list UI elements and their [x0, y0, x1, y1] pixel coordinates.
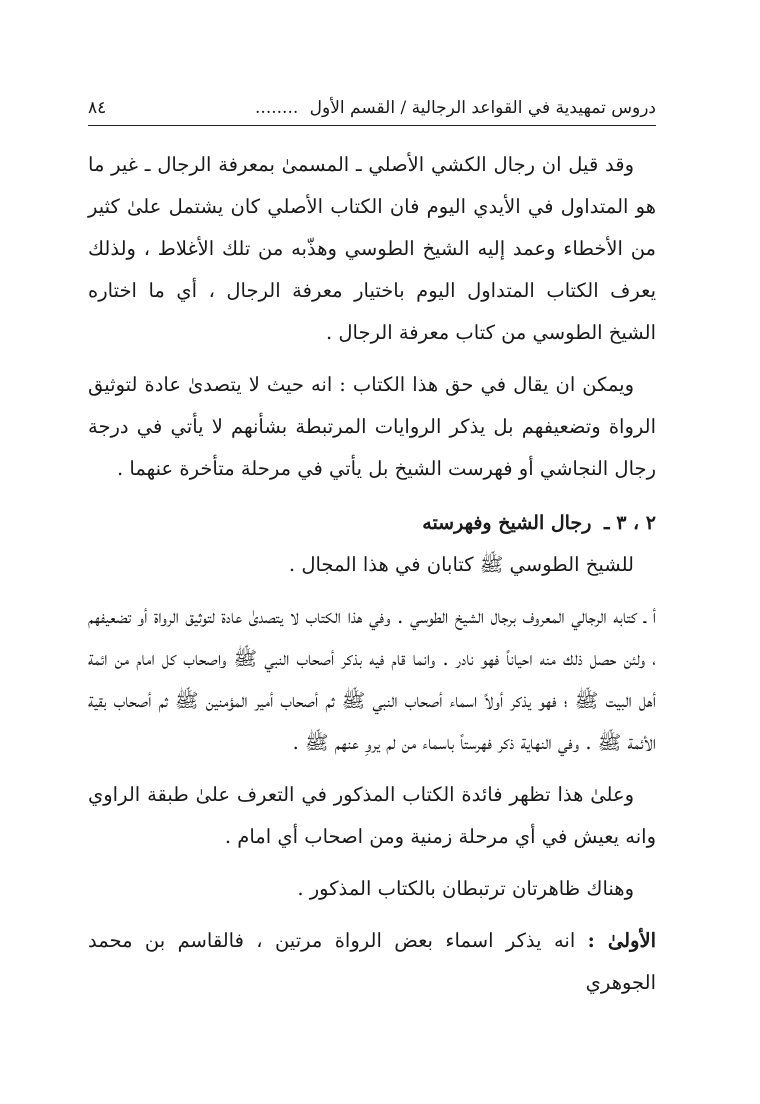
page-header: [88, 98, 656, 126]
page-body: [88, 144, 656, 1004]
section-heading: [88, 502, 656, 544]
paragraph-benefit: وعلىٰ هذا تظهر فائدة الكتاب المذكور في التعرف علىٰ طبقة الراوي وانه يعيش في أي مرحلة زمنية ومن اصحاب أي امام .: [88, 783, 656, 848]
running-title: دروس تمهيدية في القواعد الرجالية / القسم الأول: [309, 98, 656, 118]
paragraph-two-phenomena: وهناك ظاهرتان ترتبطان بالكتاب المذكور .: [297, 877, 634, 900]
paragraph-book-status: ويمكن ان يقال في حق هذا الكتاب : انه حيث لا يتصدىٰ عادة لتوثيق الرواة وتضعيفهم بل يذكر الروايات المرتبطة بشأنهم لا يأتي في درجة رجال النجاشي أو فهرست الشيخ بل يأتي في مرحلة متأخرة عنهما .: [88, 373, 656, 480]
section-title: رجال الشيخ وفهرسته: [422, 512, 592, 534]
page-number: ٨٤: [88, 98, 107, 118]
section-number: ٢ ، ٣ ـ: [604, 512, 656, 534]
paragraph-section-intro: للشيخ الطوسي ﷺ كتابان في هذا المجال .: [288, 553, 634, 576]
first-phenomenon-text: انه يذكر اسماء بعض الرواة مرتين ، فالقاسم بن محمد الجوهري: [88, 929, 656, 994]
first-phenomenon-label: الأولىٰ :: [587, 929, 656, 952]
paragraph-kashshi: وقد قيل ان رجال الكشي الأصلي ـ المسمىٰ بمعرفة الرجال ـ غير ما هو المتداول في الأيدي اليوم فان الكتاب الأصلي كان يشتمل علىٰ كثير من الأخطاء وعمد إليه الشيخ الطوسي وهذّبه من تلك الأغلاط ، ولذلك يعرف الكتاب المتداول اليوم باختيار معرفة الرجال ، أي ما اختاره الشيخ الطوسي من كتاب معرفة الرجال .: [88, 153, 656, 344]
paragraph-item-a: أ ـ كتابه الرجالي المعروف برجال الشيخ الطوسي . وفي هذا الكتاب لا يتصدىٰ عادة لتوثيق الرواة أو تضعيفهم ، ولئن حصل ذلك منه احياناً فهو نادر . وانما قام فيه بذكر أصحاب النبي ﷺ واصحاب كل امام من ائمة أهل البيت ﷺ ؛ فهو يذكر أولاً اسماء أصحاب النبي ﷺ ثم أصحاب أمير المؤمنين ﷺ ثم أصحاب بقية الأئمة ﷺ . وفي النهاية ذكر فهرستاً باسماء من لم يروِ عنهم ﷺ .: [88, 605, 656, 754]
leader-dots: ........: [255, 98, 299, 118]
paragraph-first-phenomenon: [88, 920, 656, 1004]
running-header: [249, 98, 656, 118]
